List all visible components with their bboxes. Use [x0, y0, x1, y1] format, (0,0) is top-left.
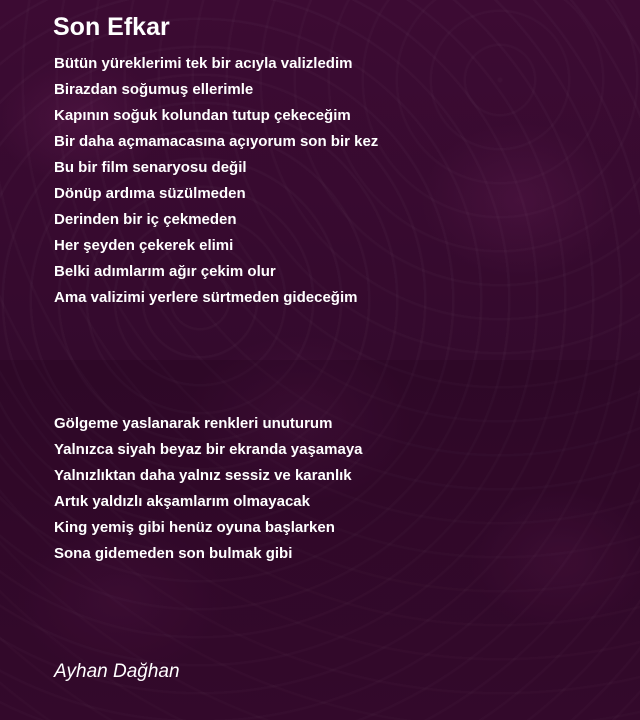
poem-line: Bir daha açmamacasına açıyorum son bir kez — [54, 133, 379, 150]
poem-line: Derinden bir iç çekmeden — [54, 211, 237, 228]
poem-line: Kapının soğuk kolundan tutup çekeceğim — [54, 107, 351, 124]
poem-line: Yalnızlıktan daha yalnız sessiz ve karanlık — [54, 467, 352, 484]
poem-title: Son Efkar — [53, 13, 170, 41]
poem-author: Ayhan Dağhan — [54, 661, 180, 682]
poem-line: Gölgeme yaslanarak renkleri unuturum — [54, 415, 333, 432]
poem-line: Ama valizimi yerlere sürtmeden gideceğim — [54, 289, 358, 306]
poem-line: Birazdan soğumuş ellerimle — [54, 81, 254, 98]
poem-line: Yalnızca siyah beyaz bir ekranda yaşamaya — [54, 441, 363, 458]
poem-line: Her şeyden çekerek elimi — [54, 237, 234, 254]
poem-line: Bu bir film senaryosu değil — [54, 159, 247, 176]
poem-line: Artık yaldızlı akşamlarım olmayacak — [54, 493, 310, 510]
poem-line: Dönüp ardıma süzülmeden — [54, 185, 246, 202]
poem-stanza-2 — [54, 411, 363, 567]
poem-line: Bütün yüreklerimi tek bir acıyla valizledim — [54, 55, 353, 72]
poem-line: Belki adımlarım ağır çekim olur — [54, 263, 276, 280]
poem-stanza-1 — [54, 51, 378, 311]
poem-line: Sona gidemeden son bulmak gibi — [54, 545, 293, 562]
poem-line: King yemiş gibi henüz oyuna başlarken — [54, 519, 335, 536]
